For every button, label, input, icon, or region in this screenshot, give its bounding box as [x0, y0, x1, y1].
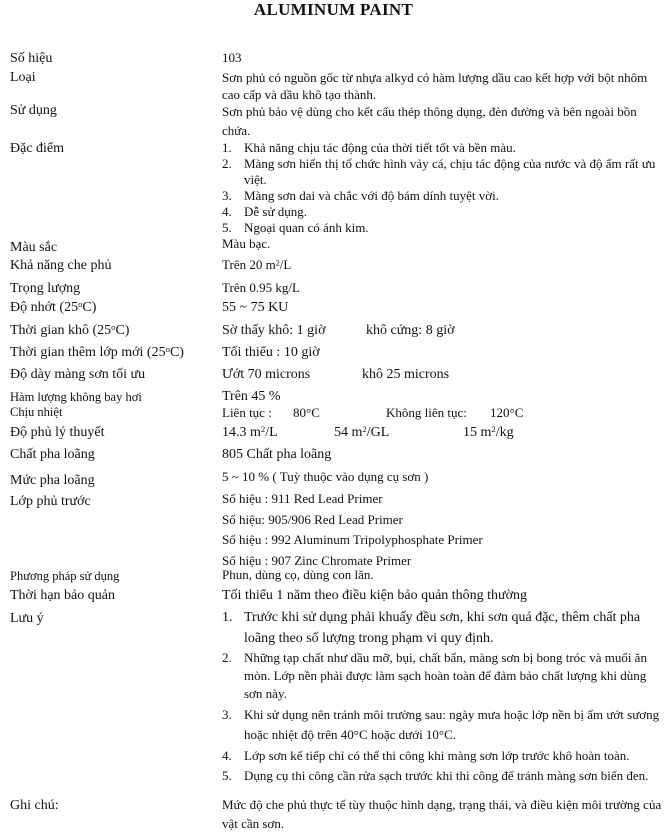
dac-diem-item — [222, 156, 662, 188]
list-text: Màng sơn hiển thị tổ chức hình vảy cá, chịu tác động của nước và độ ẩm rất ưu việt. — [244, 156, 656, 187]
label-luu-y: Lưu ý — [10, 611, 44, 626]
lop-phu-truoc-list — [222, 489, 662, 571]
value-do-day-uot: Ướt 70 microns — [222, 367, 311, 382]
list-text: Trước khi sử dụng phải khuấy đều sơn, khi sơn quá đặc, thêm chất pha loãng theo số lượng trong phạm vi quy định. — [244, 610, 641, 646]
primer-item: Số hiệu : 992 Aluminum Tripolyphosphate Primer — [222, 532, 483, 547]
value-loai: Sơn phủ có nguồn gốc từ nhựa alkyd có hàm lượng dầu cao kết hợp với bột nhôm cao cấp và dầu khô tạo thành. — [222, 70, 648, 102]
value-kha-nang-che-phu: Trên 20 $m^2/L$ — [222, 257, 292, 272]
list-text: Ngoại quan có ánh kim. — [244, 220, 369, 235]
list-number: 4. — [222, 204, 232, 219]
list-number: 3. — [222, 707, 232, 722]
label-ham-luong: Hàm lượng không bay hơi — [10, 390, 142, 404]
label-phuong-phap: Phương pháp sử dụng — [10, 569, 120, 583]
value-do-phu-gl: 54 $m^2/GL$ — [334, 424, 390, 440]
label-so-hieu: Số hiệu — [10, 51, 53, 66]
value-phuong-phap: Phun, dùng cọ, dùng con lăn. — [222, 567, 374, 582]
label-thoi-gian-them-lop: Thời gian thêm lớp mới (25$^o$C) — [10, 344, 184, 360]
label-dac-diem: Đặc điểm — [10, 141, 65, 156]
list-text: Dễ sử dụng. — [244, 204, 308, 219]
value-chiu-nhiet-khong-lien-tuc-label: Không liên tục: — [386, 405, 467, 420]
value-trong-luong: Trên 0.95 kg/L — [222, 280, 300, 295]
list-text: Khi sử dụng nên tránh môi trường sau: ngày mưa hoặc lớp nền bị ẩm ướt sương hoặc nhiệt độ trên 40°C hoặc dưới 10°C. — [244, 707, 660, 742]
value-chat-pha-loang: 805 Chất pha loãng — [222, 447, 332, 462]
value-su-dung: Sơn phủ bảo vệ dùng cho kết cấu thép thông dụng, đèn đường và bên ngoài bồn chứa. — [222, 104, 637, 138]
primer-item: Số hiệu : 907 Zinc Chromate Primer — [222, 552, 412, 568]
page-title: ALUMINUM PAINT — [253, 0, 414, 19]
list-number: 2. — [222, 650, 232, 665]
label-chiu-nhiet: Chịu nhiệt — [10, 405, 63, 419]
value-thoi-han: Tối thiểu 1 năm theo điều kiện bảo quản thông thường — [222, 588, 528, 603]
value-chiu-nhiet-khong-lien-tuc: 120°C — [490, 405, 524, 420]
list-number: 3. — [222, 188, 232, 203]
label-chat-pha-loang: Chất pha loãng — [10, 447, 95, 462]
list-text: Màng sơn dai và chắc với độ bám dính tuyệt vời. — [244, 188, 499, 203]
list-number: 1. — [222, 610, 233, 625]
value-chiu-nhiet-lien-tuc-label: Liên tục : — [222, 405, 272, 420]
list-number: 1. — [222, 140, 232, 155]
luu-y-list — [222, 607, 662, 785]
luu-y-item — [222, 747, 662, 765]
luu-y-item — [222, 649, 662, 703]
value-chiu-nhiet-lien-tuc: 80°C — [293, 405, 320, 420]
label-ghi-chu: Ghi chú: — [10, 798, 59, 813]
value-ghi-chu: Mức độ che phủ thực tế tùy thuộc hình dạng, trạng thái, và điều kiện môi trường của vật cần sơn. — [222, 797, 662, 831]
label-trong-luong: Trọng lượng — [10, 281, 81, 296]
dac-diem-item — [222, 188, 662, 204]
value-thoi-gian-kho-so-thay: Sờ thấy khô: 1 giờ — [222, 323, 326, 338]
value-so-hieu: 103 — [222, 50, 242, 65]
list-number: 5. — [222, 220, 232, 235]
dac-diem-item — [222, 220, 662, 236]
label-loai: Loại — [10, 70, 36, 85]
primer-item: Số hiệu: 905/906 Red Lead Primer — [222, 511, 403, 527]
luu-y-item — [222, 705, 662, 745]
value-thoi-gian-them-lop: Tối thiểu : 10 giờ — [222, 345, 320, 360]
value-muc-pha-loang: 5 ~ 10 % ( Tuỳ thuộc vào dụng cụ sơn ) — [222, 469, 429, 484]
value-do-nhot: 55 ~ 75 KU — [222, 300, 289, 315]
list-number: 2. — [222, 156, 232, 171]
label-su-dung: Sử dụng — [10, 103, 57, 118]
label-thoi-han: Thời hạn bảo quản — [10, 588, 115, 603]
label-muc-pha-loang: Mức pha loãng — [10, 473, 95, 488]
label-lop-phu-truoc: Lớp phủ trước — [10, 494, 91, 509]
value-mau-sac: Màu bạc. — [222, 236, 271, 251]
list-text: Lớp sơn kế tiếp chỉ có thể thi công khi màng sơn lớp trước khô hoàn toàn. — [244, 748, 630, 763]
label-do-phu: Độ phủ lý thuyết — [10, 425, 105, 440]
luu-y-item — [222, 767, 662, 785]
value-thoi-gian-kho-cung: khô cứng: 8 giờ — [366, 323, 455, 338]
list-number: 5. — [222, 768, 232, 783]
dac-diem-list — [222, 140, 662, 236]
list-text: Khả năng chịu tác động của thời tiết tốt và bền màu. — [244, 140, 516, 155]
dac-diem-item — [222, 204, 662, 220]
value-do-phu-l: 14.3 $m^2/L$ — [222, 424, 278, 440]
primer-item: Số hiệu : 911 Red Lead Primer — [222, 491, 383, 506]
value-do-phu-kg: 15 $m^2/kg$ — [463, 424, 514, 440]
list-number: 4. — [222, 748, 232, 763]
label-mau-sac: Màu sắc — [10, 240, 58, 255]
dac-diem-item — [222, 140, 662, 156]
label-do-nhot: Độ nhớt (25$^o$C) — [10, 299, 97, 315]
list-text: Những tạp chất như dầu mỡ, bụi, chất bẩn, màng sơn bị bong tróc và muối ăn mòn. Lớp nền phải được làm sạch hoàn toàn để đảm bảo chất lượng khi dùng sơn này. — [244, 650, 647, 701]
luu-y-item — [222, 607, 662, 649]
label-thoi-gian-kho: Thời gian khô (25$^o$C) — [10, 322, 130, 338]
value-do-day-kho: khô 25 microns — [362, 367, 450, 382]
label-do-day: Độ dày màng sơn tối ưu — [10, 367, 146, 382]
list-text: Dụng cụ thi công cần rửa sạch trước khi thi công để tránh màng sơn biến đen. — [244, 768, 649, 783]
value-ham-luong: Trên 45 % — [222, 389, 281, 404]
label-kha-nang-che-phu: Khả năng che phủ — [10, 258, 112, 273]
